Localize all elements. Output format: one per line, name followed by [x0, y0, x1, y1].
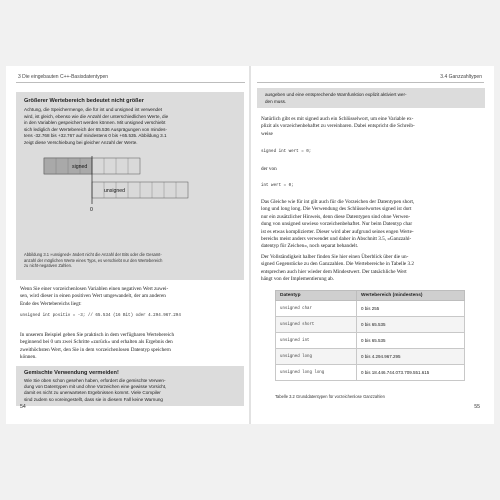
signed-label: signed — [72, 164, 88, 170]
text-line: In unserem Beispiel geben Sie praktisch in dem verfügbaren Wertebereich — [20, 332, 175, 338]
text-line: können. — [20, 354, 37, 361]
signed-unsigned-diagram — [38, 154, 198, 214]
right-header-rule — [257, 82, 484, 83]
right-page-number: 55 — [474, 404, 480, 410]
code-example-unsigned: unsigned int positiv = -3; // 65.534 (16 Bit) oder 4.294.967.294 — [20, 314, 181, 318]
text-line: dung von unsigned sowieso vorzeichenbehaftet. Nur beim Datentyp char — [261, 221, 413, 228]
text-line: plizit als vorzeichenbehaftet zu vereinbaren. Dabei entspricht die Schreib- — [261, 123, 415, 130]
left-paragraph-1 — [20, 286, 244, 308]
zero-label: 0 — [90, 207, 93, 213]
text-line: ist es etwas komplizierter. Dieser wird aber aufgrund seines engen Werte- — [261, 228, 414, 235]
table-header-row — [276, 291, 465, 301]
text-line: long und long long. Die Verwendung des Schlüsselwortes signed ist dort — [261, 206, 412, 213]
info-box-line: tens -32.768 bis +32.767 auf mindestens 0 bis +65.535. Abbildung 3.1 — [24, 133, 167, 139]
table-cell-type: unsigned char — [276, 301, 357, 317]
right-paragraph-1 — [261, 116, 487, 138]
table-header-datentyp: Datentyp — [276, 291, 357, 301]
info-box-line: sind zudem so voreingestellt, dass sie in diesem Fall keine Warnung — [24, 396, 163, 402]
info-box-line: ausgeben und eine entsprechende Warnfunktion explizit aktiviert wer- — [265, 92, 407, 97]
info-box-line: wird, ist gleich, ebenso wie die Anzahl der unterschiedlichen Werte, die — [24, 113, 169, 119]
text-der-von: der von — [261, 166, 277, 172]
text-line: entsprechen auch hier wieder dem Mindestwert. Der tatsächliche Wert — [261, 268, 407, 275]
info-box-larger-range — [16, 92, 244, 280]
code-int: int wert = 0; — [261, 184, 294, 188]
info-box-text — [265, 92, 481, 105]
table-cell-range: 0 bis 4.294.967.295 — [357, 349, 465, 365]
code-signed-int: signed int wert = 0; — [261, 150, 312, 154]
text-line: beginnend bei 0 um zwei Schritte »zurück« und erhalten als Ergebnis den — [20, 339, 173, 346]
table-cell-type: unsigned short — [276, 317, 357, 333]
info-box-continued — [257, 88, 485, 108]
table-cell-type: unsigned long — [276, 349, 357, 365]
text-line: bereichs meist anders verwendet und daher in Abschnitt 3.5, »Ganzzahl- — [261, 236, 412, 243]
right-page — [251, 66, 494, 424]
left-page — [6, 66, 249, 424]
table-row — [276, 349, 465, 365]
table-cell-range: 0 bis 255 — [357, 301, 465, 317]
right-paragraph-3 — [261, 254, 487, 284]
table-cell-type: unsigned int — [276, 333, 357, 349]
text-line: sen, wird dieser in einen positiven Wert umgewandelt, der am anderen — [20, 293, 166, 300]
info-box-line: Wie Sie oben schon gesehen haben, erfordert die gemischte Verwen- — [24, 378, 166, 383]
left-running-header: 3 Die eingebauten C++-Basisdatentypen — [18, 74, 109, 80]
left-page-number: 54 — [20, 404, 26, 410]
info-box-line: in den Variablen gespeichert werden können. Mit unsigned verschiebt — [24, 120, 166, 126]
table-cell-type: unsigned long long — [276, 365, 357, 381]
table-row — [276, 301, 465, 317]
table-row — [276, 365, 465, 381]
unsigned-ranges-table — [275, 290, 465, 381]
text-line: zweithöchsten Wert, den Sie in dem vorzeichenlosen Datentyp speichern — [20, 346, 171, 353]
figure-caption-line: Abbildung 3.1 »unsigned« ändert nicht die Anzahl der Bits oder die Gesamt- — [24, 252, 162, 257]
table-cell-range: 0 bis 65.535 — [357, 317, 465, 333]
info-box-line: den muss. — [265, 98, 287, 104]
left-header-rule — [16, 82, 245, 83]
info-box-line: dung von Datentypen mit und ohne Vorzeichen eine gewisse Vorsicht, — [24, 384, 167, 390]
figure-caption-line: zu nicht-negativen Zahlen. — [24, 263, 73, 269]
text-line: Das Gleiche wie für int gilt auch für die Vorzeichen der Datentypen short, — [261, 199, 415, 205]
text-line: hängt von der Implementierung ab. — [261, 276, 335, 283]
text-line: signed Gegenstücke zu den Ganzzahlen. Die Wertebereiche in Tabelle 3.2 — [261, 261, 415, 268]
table-row — [276, 333, 465, 349]
info-box-line: zeigt diese Verschiebung bei gleicher Anzahl der Werte. — [24, 139, 138, 145]
info-box-line: sich lediglich der Wertebereich der 65.536 Ausprägungen von mindes- — [24, 126, 167, 132]
text-line: Ende des Wertebereichs liegt: — [20, 300, 82, 307]
text-line: datentyp für Zeichen«, noch separat behandelt. — [261, 243, 359, 250]
right-paragraph-2 — [261, 199, 487, 251]
text-line: Der Vollständigkeit halber finden Sie hier einen Überblick über die un- — [261, 254, 409, 260]
info-box-mixed-usage — [16, 366, 244, 406]
text-line: Natürlich gibt es mit signed auch ein Schlüsselwort, um eine Variable ex- — [261, 116, 414, 122]
table-cell-range: 0 bis 65.535 — [357, 333, 465, 349]
text-line: nur ein zusätzlicher Hinweis, denn diese Datentypen sind ohne Verwen- — [261, 213, 411, 220]
figure-caption-line: anzahl der möglichen Werte eines Typs, es verschiebt nur den Wertebereich — [24, 257, 163, 263]
right-running-header: 3.4 Ganzzahltypen — [440, 74, 482, 80]
figure-caption — [24, 252, 240, 269]
info-box-title: Gemischte Verwendung vermeiden! — [24, 370, 119, 376]
table-header-wertebereich: Wertebereich (mindestens) — [357, 291, 465, 301]
info-box-text — [24, 107, 240, 147]
table-row — [276, 317, 465, 333]
text-line: Wenn Sie einer vorzeichenlosen Variablen einen negativen Wert zuwei- — [20, 286, 169, 292]
table-caption: Tabelle 3.2 Grunddatentypen für vorzeichenlose Ganzzahlen — [275, 394, 385, 399]
info-box-title: Größerer Wertebereich bedeutet nicht größer — [24, 98, 144, 104]
info-box-line: Achtung, die Speichermenge, die für int und unsigned int verwendet — [24, 107, 162, 112]
text-line: weise — [261, 130, 273, 137]
table-cell-range: 0 bis 18.446.744.073.709.551.615 — [357, 365, 465, 381]
left-paragraph-2 — [20, 332, 244, 362]
unsigned-label: unsigned — [104, 188, 126, 194]
info-box-line: damit es nicht zu unerwarteten Ergebnissen kommt. Viele Compiler — [24, 390, 161, 396]
info-box-text — [24, 378, 240, 403]
